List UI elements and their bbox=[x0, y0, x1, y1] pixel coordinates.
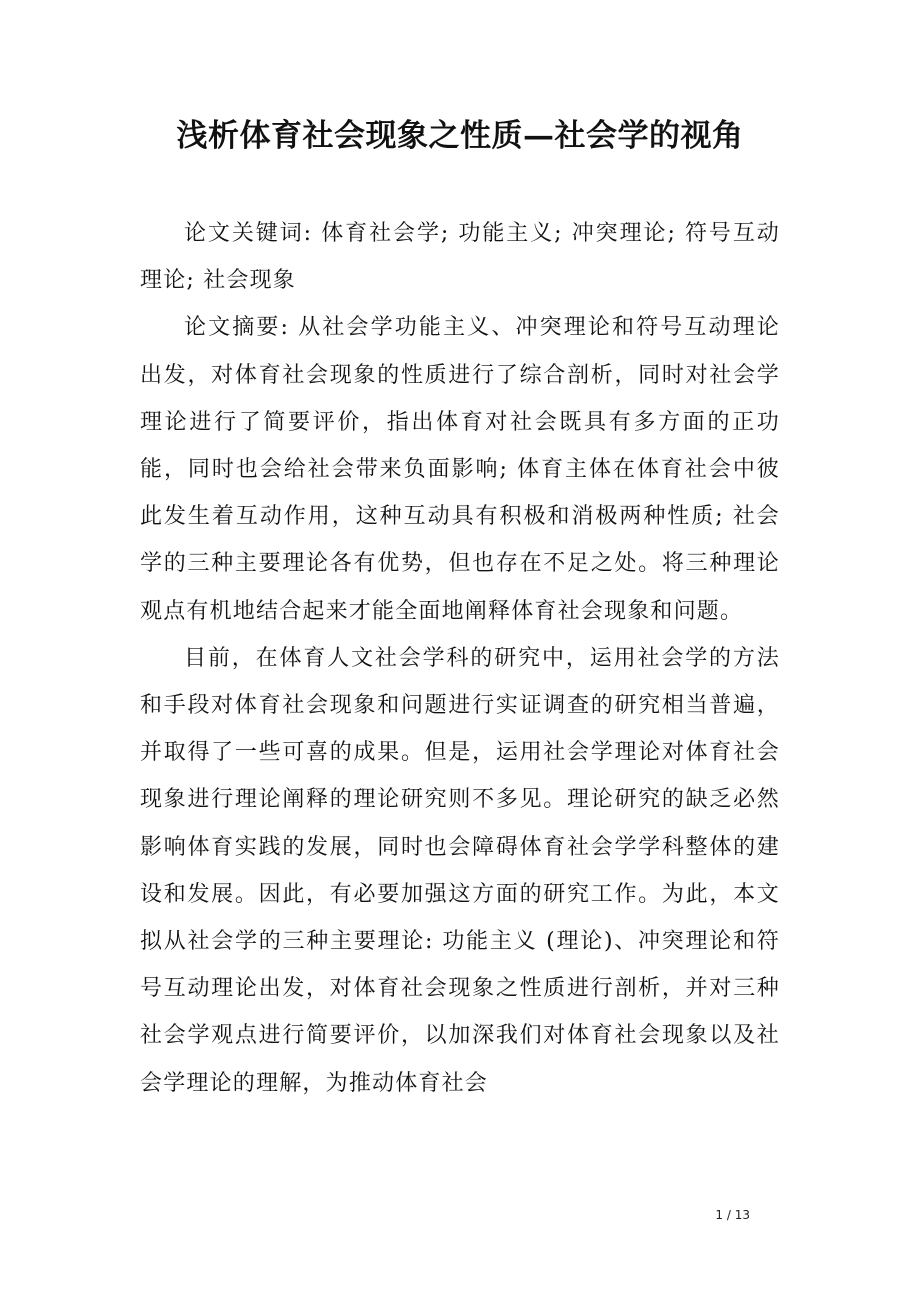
keywords-paragraph: 论文关键词: 体育社会学; 功能主义; 冲突理论; 符号互动理论; 社会现象 bbox=[140, 221, 780, 294]
body-paragraph: 目前，在体育人文社会学科的研究中，运用社会学的方法和手段对体育社会现象和问题进行实证调查的研究相当普遍，并取得了一些可喜的成果。但是，运用社会学理论对体育社会现象进行理论阐释的理论研究则不多见。理论研究的缺乏必然影响体育实践的发展，同时也会障碍体育社会学学科整体的建设和发展。因此，有必要加强这方面的研究工作。为此，本文拟从社会学的三种主要理论: 功能主义 (理论)、冲突理论和符号互动理论出发，对体育社会现象之性质进行剖析，并对三种社会学观点进行简要评价，以加深我们对体育社会现象以及社会学理论的理解，为推动体育社会 bbox=[140, 645, 780, 1096]
abstract-paragraph: 论文摘要: 从社会学功能主义、冲突理论和符号互动理论出发，对体育社会现象的性质进行了综合剖析，同时对社会学理论进行了简要评价，指出体育对社会既具有多方面的正功能，同时也会给社会带来负面影响; 体育主体在体育社会中彼此发生着互动作用，这种互动具有积极和消极两种性质; 社会学的三种主要理论各有优势，但也存在不足之处。将三种理论观点有机地结合起来才能全面地阐释体育社会现象和问题。 bbox=[140, 315, 780, 624]
page-number: 1 / 13 bbox=[715, 1208, 750, 1222]
document-body bbox=[140, 210, 780, 1107]
document-title: 浅析体育社会现象之性质—社会学的视角 bbox=[176, 118, 744, 154]
